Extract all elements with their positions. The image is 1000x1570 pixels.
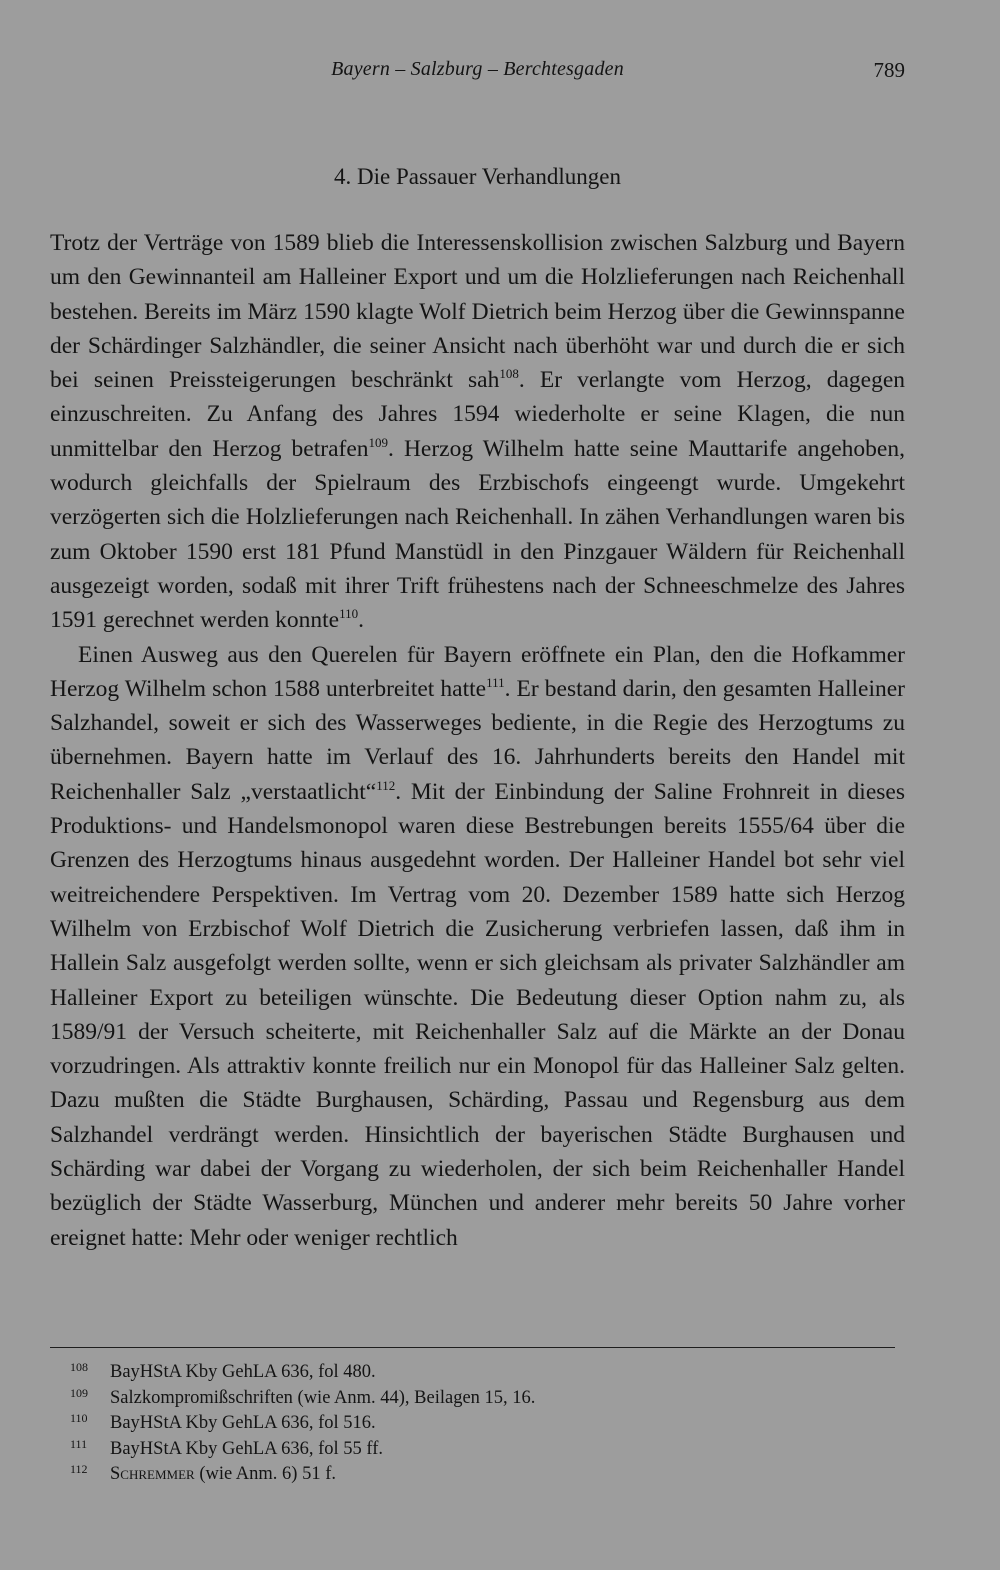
footnote-text: Salzkompromißschriften (wie Anm. 44), Beilagen 15, 16. [110, 1387, 536, 1408]
footnote-108 [70, 1360, 870, 1386]
text-run: . [358, 607, 364, 634]
running-head [50, 58, 905, 94]
page-number: 789 [873, 58, 905, 82]
paragraph-2 [50, 638, 905, 1255]
footnote-author: Schremmer [110, 1464, 195, 1484]
footnote-number: 111 [70, 1436, 88, 1451]
footnote-ref-108[interactable]: 108 [499, 366, 519, 382]
text-run: . Er bestand darin, den gesamten Halleiner Salzhandel, soweit er sich des Wasserweges bediente, in die Regie des Herzogtums zu übernehmen. Bayern hatte im Verlauf des 16. Jahrhunderts bereits den Handel mit Reichenhaller Salz „verstaatlicht“ [50, 675, 905, 805]
text-run: . Herzog Wilhelm hatte seine Mauttarife angehoben, wodurch gleichfalls der Spielraum des Erzbischofs eingeengt wurde. Umgekehrt verzögerten sich die Holzlieferungen nach Reichenhall. In zähen Verhandlungen waren bis zum Oktober 1590 erst 181 Pfund Manstüdl in den Pinzgauer Wäldern für Reichenhall ausgezeigt worden, sodaß mit ihrer Trift frühestens nach der Schneeschmelze des Jahres 1591 gerechnet werden konnte [50, 435, 905, 634]
footnote-ref-111[interactable]: 111 [486, 674, 505, 690]
text-run: Trotz der Verträge von 1589 blieb die Interessenskollision zwischen Salzburg und Bayern um den Gewinnanteil am Halleiner Export und um die Holzlieferungen nach Reichenhall bestehen. Bereits im März 1590 klagte Wolf Dietrich beim Herzog über die Gewinnspanne der Schärdinger Salzhändler, die seiner Ansicht nach überhöht war und durch die er sich bei seinen Preissteigerungen beschränkt sah [50, 230, 905, 394]
footnote-text: BayHStA Kby GehLA 636, fol 516. [110, 1413, 376, 1433]
text-run: Einen Ausweg aus den Querelen für Bayern eröffnete ein Plan, den die Hofkammer Herzog Wilhelm schon 1588 unterbreitet hatte [50, 641, 905, 702]
paragraph-1 [50, 226, 905, 638]
footnote-ref-112[interactable]: 112 [376, 777, 396, 793]
body-text [50, 226, 905, 1255]
footnote-text: BayHStA Kby GehLA 636, fol 480. [110, 1362, 376, 1382]
footnote-111 [70, 1437, 870, 1463]
text-run: . Mit der Einbindung der Saline Frohnreit in dieses Produktions- und Handelsmonopol waren diese Bestrebungen bereits 1555/64 über die Grenzen des Herzogtums hinaus ausgedehnt worden. Der Halleiner Handel bot sehr viel weitreichendere Perspektiven. Im Vertrag vom 20. Dezember 1589 hatte sich Herzog Wilhelm von Erzbischof Wolf Dietrich die Zusicherung verbriefen lassen, daß ihm in Hallein Salz ausgefolgt werden sollte, wenn er sich gleichsam als privater Salzhändler am Halleiner Export zu beteiligen wünschte. Die Bedeutung dieser Option nahm zu, als 1589/91 der Versuch scheiterte, mit Reichenhaller Salz auf die Märkte an der Donau vorzudringen. Als attraktiv konnte freilich nur ein Monopol für das Halleiner Salz gelten. Dazu mußten die Städte Burghausen, Schärding, Passau und Regensburg aus dem Salzhandel verdrängt werden. Hinsichtlich der bayerischen Städte Burghausen und Schärding war dabei der Vorgang zu wiederholen, der sich beim Reichenhaller Handel bezüglich der Städte Wasserburg, München und anderer mehr bereits 50 Jahre vorher ereignet hatte: Mehr oder weniger rechtlich [50, 778, 905, 1251]
footnote-text: BayHStA Kby GehLA 636, fol 55 ff. [110, 1438, 384, 1459]
footnote-110 [70, 1411, 870, 1437]
footnote-ref-110[interactable]: 110 [339, 606, 359, 622]
footnote-text-rest: (wie Anm. 6) 51 f. [194, 1464, 337, 1484]
footnote-109 [70, 1386, 870, 1412]
footnote-number: 110 [70, 1411, 88, 1425]
footnote-ref-109[interactable]: 109 [368, 434, 389, 450]
footnote-separator-rule [50, 1347, 895, 1348]
footnote-text [110, 1462, 336, 1488]
footnote-number: 109 [70, 1385, 88, 1400]
section-heading: 4. Die Passauer Verhandlungen [333, 164, 621, 189]
footnote-112 [70, 1462, 870, 1488]
footnote-number: 108 [70, 1360, 88, 1374]
footnotes [70, 1360, 870, 1488]
footnote-number: 112 [70, 1462, 88, 1476]
text-run: . Er verlangte vom Herzog, dagegen einzuschreiten. Zu Anfang des Jahres 1594 wiederholte er seine Klagen, die nun unmittelbar den Herzog betrafen [50, 367, 905, 462]
running-title: Bayern – Salzburg – Berchtesgaden [331, 58, 624, 80]
